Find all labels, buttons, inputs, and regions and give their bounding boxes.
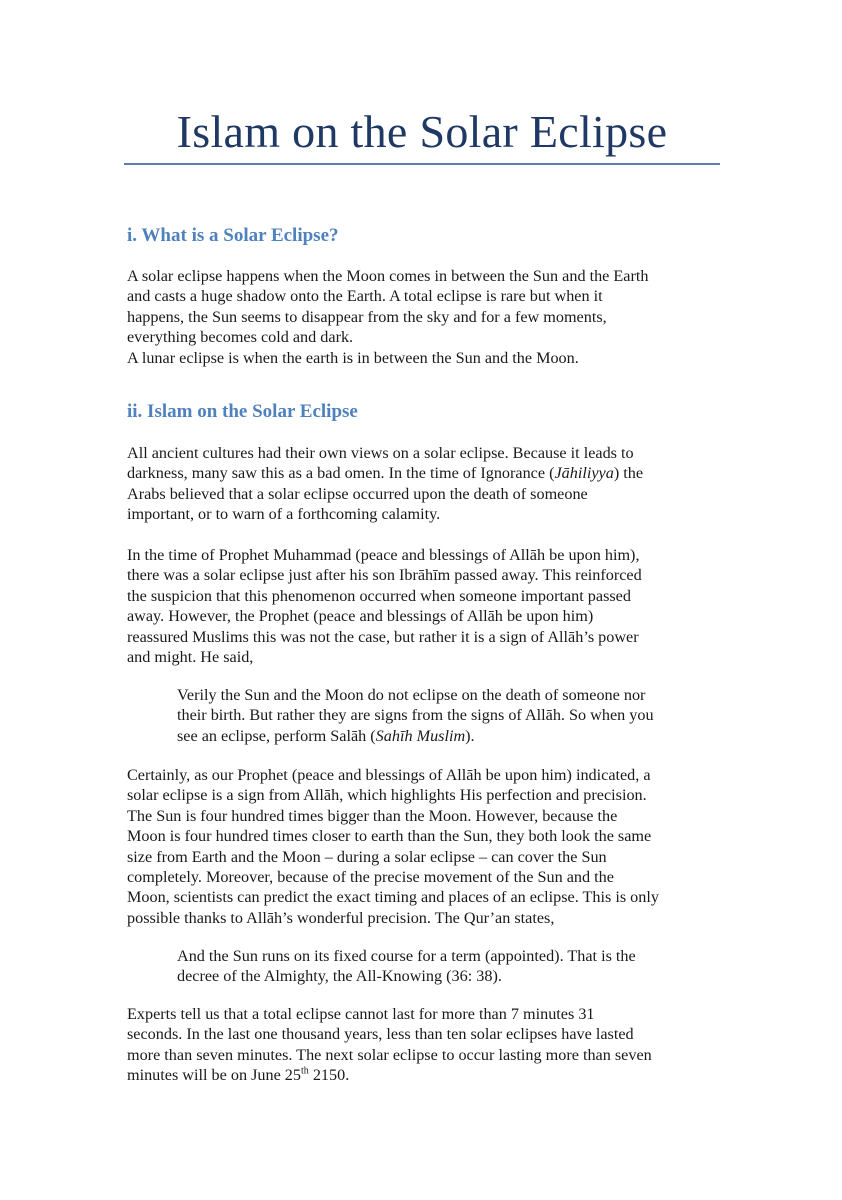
ordinal-superscript: th [301,1065,309,1077]
title-underline [124,163,720,165]
paragraph-definition: A solar eclipse happens when the Moon comes in between the Sun and the Earth and casts a huge shadow onto the Earth. A total eclipse is rare but when it happens, the Sun seems to disappear from the sky and for a few moments, everything becomes cold and dark. A lunar eclipse is when the earth is in between the Sun and the Moon. [127,267,649,367]
citation-sahih-muslim: Sahīh Muslim [375,726,466,745]
section-heading-what-is: i. What is a Solar Eclipse? [127,225,339,246]
quote-hadith: Verily the Sun and the Moon do not eclipse on the death of someone nor their birth. But rather they are signs from the signs of Allāh. So when you see an eclipse, perform Salāh (Sahīh Muslim). [177,686,654,745]
term-jahiliyya: Jāhiliyya [554,464,614,483]
quote-quran: And the Sun runs on its fixed course for a term (appointed). That is the decree of the Almighty, the All-Knowing (36: 38). [177,947,636,986]
page-title: Islam on the Solar Eclipse [176,106,668,157]
paragraph-ancient-cultures: All ancient cultures had their own views on a solar eclipse. Because it leads to darkness, many saw this as a bad omen. In the time of Ignorance (Jāhiliyya) the Arabs believed that a solar eclipse occurred upon the death of someone important, or to warn of a forthcoming calamity. [127,444,644,524]
section-heading-islam: ii. Islam on the Solar Eclipse [127,401,358,422]
paragraph-sign-from-allah: Certainly, as our Prophet (peace and blessings of Allāh be upon him) indicated, a solar eclipse is a sign from Allāh, which highlights His perfection and precision. The Sun is four hundred times bigger than the Moon. However, because the Moon is four hundred times closer to earth than the Sun, they both look the same size from Earth and the Moon – during a solar eclipse – can cover the Sun completely. Moreover, because of the precise movement of the Sun and the Moon, scientists can predict the exact timing and places of an eclipse. This is only possible thanks to Allāh’s wonderful precision. The Qur’an states, [127,766,659,927]
paragraph-experts: Experts tell us that a total eclipse cannot last for more than 7 minutes 31 seconds. In the last one thousand years, less than ten solar eclipses have lasted more than seven minutes. The next solar eclipse to occur lasting more than seven minutes will be on June 25th 2150. [127,1005,652,1085]
paragraph-prophet: In the time of Prophet Muhammad (peace and blessings of Allāh be upon him), there was a solar eclipse just after his son Ibrāhīm passed away. This reinforced the suspicion that this phenomenon occurred when someone important passed away. However, the Prophet (peace and blessings of Allāh be upon him) reassured Muslims this was not the case, but rather it is a sign of Allāh’s power and might. He said, [127,546,642,667]
